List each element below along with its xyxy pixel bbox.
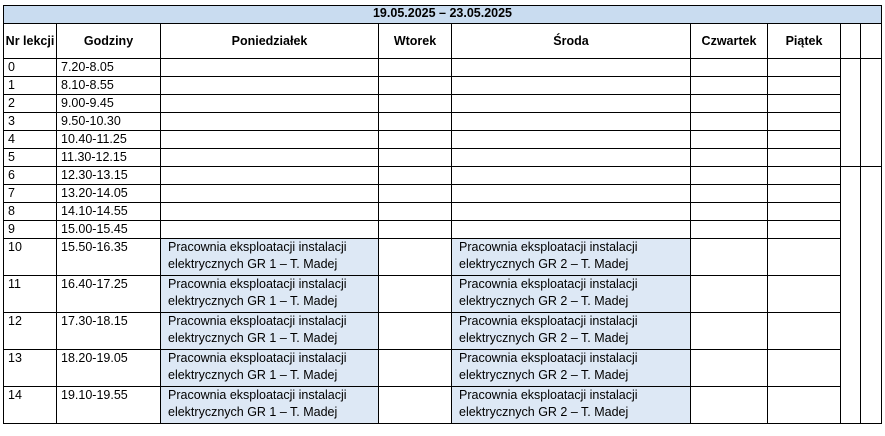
monday-cell: Pracownia eksploatacji instalacji elektrycznych GR 1 – T. Madej bbox=[161, 276, 379, 313]
extra-column-1-block bbox=[841, 59, 861, 167]
lesson-number-cell: 2 bbox=[4, 95, 57, 113]
monday-cell bbox=[161, 77, 379, 95]
monday-cell: Pracownia eksploatacji instalacji elektrycznych GR 1 – T. Madej bbox=[161, 387, 379, 424]
wednesday-cell bbox=[452, 149, 691, 167]
extra-column-2-block bbox=[861, 167, 882, 424]
table-row bbox=[4, 149, 882, 167]
header-friday: Piątek bbox=[768, 24, 841, 59]
wednesday-cell: Pracownia eksploatacji instalacji elektrycznych GR 2 – T. Madej bbox=[452, 276, 691, 313]
wednesday-cell bbox=[452, 59, 691, 77]
monday-cell bbox=[161, 95, 379, 113]
monday-cell: Pracownia eksploatacji instalacji elektrycznych GR 1 – T. Madej bbox=[161, 313, 379, 350]
friday-cell bbox=[768, 113, 841, 131]
lesson-hours-cell: 17.30-18.15 bbox=[57, 313, 161, 350]
table-row bbox=[4, 185, 882, 203]
monday-cell bbox=[161, 185, 379, 203]
wednesday-cell bbox=[452, 113, 691, 131]
table-row bbox=[4, 113, 882, 131]
table-row bbox=[4, 59, 882, 77]
monday-cell: Pracownia eksploatacji instalacji elektrycznych GR 1 – T. Madej bbox=[161, 239, 379, 276]
friday-cell bbox=[768, 313, 841, 350]
thursday-cell bbox=[691, 203, 768, 221]
monday-cell bbox=[161, 149, 379, 167]
lesson-hours-cell: 9.00-9.45 bbox=[57, 95, 161, 113]
table-row bbox=[4, 131, 882, 149]
lesson-number-cell: 10 bbox=[4, 239, 57, 276]
lesson-number-cell: 7 bbox=[4, 185, 57, 203]
wednesday-cell bbox=[452, 203, 691, 221]
lesson-number-cell: 14 bbox=[4, 387, 57, 424]
tuesday-cell bbox=[379, 167, 452, 185]
lesson-number-cell: 12 bbox=[4, 313, 57, 350]
thursday-cell bbox=[691, 350, 768, 387]
table-row bbox=[4, 203, 882, 221]
wednesday-cell bbox=[452, 185, 691, 203]
monday-cell bbox=[161, 221, 379, 239]
friday-cell bbox=[768, 167, 841, 185]
friday-cell bbox=[768, 185, 841, 203]
thursday-cell bbox=[691, 113, 768, 131]
header-wednesday: Środa bbox=[452, 24, 691, 59]
thursday-cell bbox=[691, 185, 768, 203]
wednesday-cell bbox=[452, 131, 691, 149]
lesson-hours-cell: 13.20-14.05 bbox=[57, 185, 161, 203]
friday-cell bbox=[768, 350, 841, 387]
table-row bbox=[4, 239, 882, 276]
friday-cell bbox=[768, 276, 841, 313]
tuesday-cell bbox=[379, 149, 452, 167]
tuesday-cell bbox=[379, 113, 452, 131]
lesson-hours-cell: 19.10-19.55 bbox=[57, 387, 161, 424]
date-range-title: 19.05.2025 – 23.05.2025 bbox=[4, 6, 882, 24]
monday-cell bbox=[161, 113, 379, 131]
tuesday-cell bbox=[379, 350, 452, 387]
friday-cell bbox=[768, 131, 841, 149]
lesson-hours-cell: 18.20-19.05 bbox=[57, 350, 161, 387]
tuesday-cell bbox=[379, 77, 452, 95]
friday-cell bbox=[768, 239, 841, 276]
date-range-row bbox=[4, 6, 882, 24]
thursday-cell bbox=[691, 387, 768, 424]
friday-cell bbox=[768, 387, 841, 424]
friday-cell bbox=[768, 149, 841, 167]
tuesday-cell bbox=[379, 95, 452, 113]
lesson-number-cell: 11 bbox=[4, 276, 57, 313]
extra-column-1-block bbox=[841, 167, 861, 424]
thursday-cell bbox=[691, 95, 768, 113]
table-row bbox=[4, 167, 882, 185]
wednesday-cell: Pracownia eksploatacji instalacji elektrycznych GR 2 – T. Madej bbox=[452, 239, 691, 276]
lesson-number-cell: 0 bbox=[4, 59, 57, 77]
monday-cell bbox=[161, 131, 379, 149]
header-lesson-no: Nr lekcji bbox=[4, 24, 57, 59]
friday-cell bbox=[768, 203, 841, 221]
lesson-hours-cell: 11.30-12.15 bbox=[57, 149, 161, 167]
schedule-body bbox=[4, 59, 882, 424]
schedule-container bbox=[3, 5, 882, 424]
friday-cell bbox=[768, 221, 841, 239]
header-extra-2 bbox=[861, 24, 882, 59]
monday-cell bbox=[161, 59, 379, 77]
lesson-hours-cell: 15.50-16.35 bbox=[57, 239, 161, 276]
tuesday-cell bbox=[379, 387, 452, 424]
tuesday-cell bbox=[379, 59, 452, 77]
friday-cell bbox=[768, 95, 841, 113]
extra-column-2-block bbox=[861, 59, 882, 167]
monday-cell: Pracownia eksploatacji instalacji elektrycznych GR 1 – T. Madej bbox=[161, 350, 379, 387]
lesson-hours-cell: 15.00-15.45 bbox=[57, 221, 161, 239]
table-row bbox=[4, 77, 882, 95]
wednesday-cell bbox=[452, 95, 691, 113]
thursday-cell bbox=[691, 313, 768, 350]
table-row bbox=[4, 387, 882, 424]
tuesday-cell bbox=[379, 313, 452, 350]
tuesday-cell bbox=[379, 185, 452, 203]
lesson-hours-cell: 10.40-11.25 bbox=[57, 131, 161, 149]
header-row bbox=[4, 24, 882, 59]
lesson-hours-cell: 16.40-17.25 bbox=[57, 276, 161, 313]
thursday-cell bbox=[691, 59, 768, 77]
friday-cell bbox=[768, 59, 841, 77]
header-tuesday: Wtorek bbox=[379, 24, 452, 59]
wednesday-cell: Pracownia eksploatacji instalacji elektrycznych GR 2 – T. Madej bbox=[452, 313, 691, 350]
tuesday-cell bbox=[379, 203, 452, 221]
header-thursday: Czwartek bbox=[691, 24, 768, 59]
lesson-number-cell: 4 bbox=[4, 131, 57, 149]
lesson-number-cell: 6 bbox=[4, 167, 57, 185]
lesson-number-cell: 3 bbox=[4, 113, 57, 131]
table-row bbox=[4, 276, 882, 313]
lesson-number-cell: 1 bbox=[4, 77, 57, 95]
thursday-cell bbox=[691, 239, 768, 276]
thursday-cell bbox=[691, 149, 768, 167]
table-row bbox=[4, 350, 882, 387]
monday-cell bbox=[161, 167, 379, 185]
lesson-number-cell: 5 bbox=[4, 149, 57, 167]
thursday-cell bbox=[691, 77, 768, 95]
lesson-number-cell: 8 bbox=[4, 203, 57, 221]
table-row bbox=[4, 313, 882, 350]
thursday-cell bbox=[691, 276, 768, 313]
lesson-number-cell: 9 bbox=[4, 221, 57, 239]
lesson-hours-cell: 8.10-8.55 bbox=[57, 77, 161, 95]
lesson-hours-cell: 12.30-13.15 bbox=[57, 167, 161, 185]
friday-cell bbox=[768, 77, 841, 95]
wednesday-cell bbox=[452, 167, 691, 185]
thursday-cell bbox=[691, 131, 768, 149]
lesson-number-cell: 13 bbox=[4, 350, 57, 387]
thursday-cell bbox=[691, 221, 768, 239]
wednesday-cell bbox=[452, 77, 691, 95]
header-extra-1 bbox=[841, 24, 861, 59]
header-monday: Poniedziałek bbox=[161, 24, 379, 59]
lesson-hours-cell: 9.50-10.30 bbox=[57, 113, 161, 131]
thursday-cell bbox=[691, 167, 768, 185]
tuesday-cell bbox=[379, 239, 452, 276]
table-row bbox=[4, 221, 882, 239]
monday-cell bbox=[161, 203, 379, 221]
tuesday-cell bbox=[379, 221, 452, 239]
tuesday-cell bbox=[379, 131, 452, 149]
header-hours: Godziny bbox=[57, 24, 161, 59]
lesson-hours-cell: 7.20-8.05 bbox=[57, 59, 161, 77]
schedule-table bbox=[3, 5, 882, 424]
wednesday-cell bbox=[452, 221, 691, 239]
lesson-hours-cell: 14.10-14.55 bbox=[57, 203, 161, 221]
table-row bbox=[4, 95, 882, 113]
wednesday-cell: Pracownia eksploatacji instalacji elektrycznych GR 2 – T. Madej bbox=[452, 350, 691, 387]
tuesday-cell bbox=[379, 276, 452, 313]
wednesday-cell: Pracownia eksploatacji instalacji elektrycznych GR 2 – T. Madej bbox=[452, 387, 691, 424]
